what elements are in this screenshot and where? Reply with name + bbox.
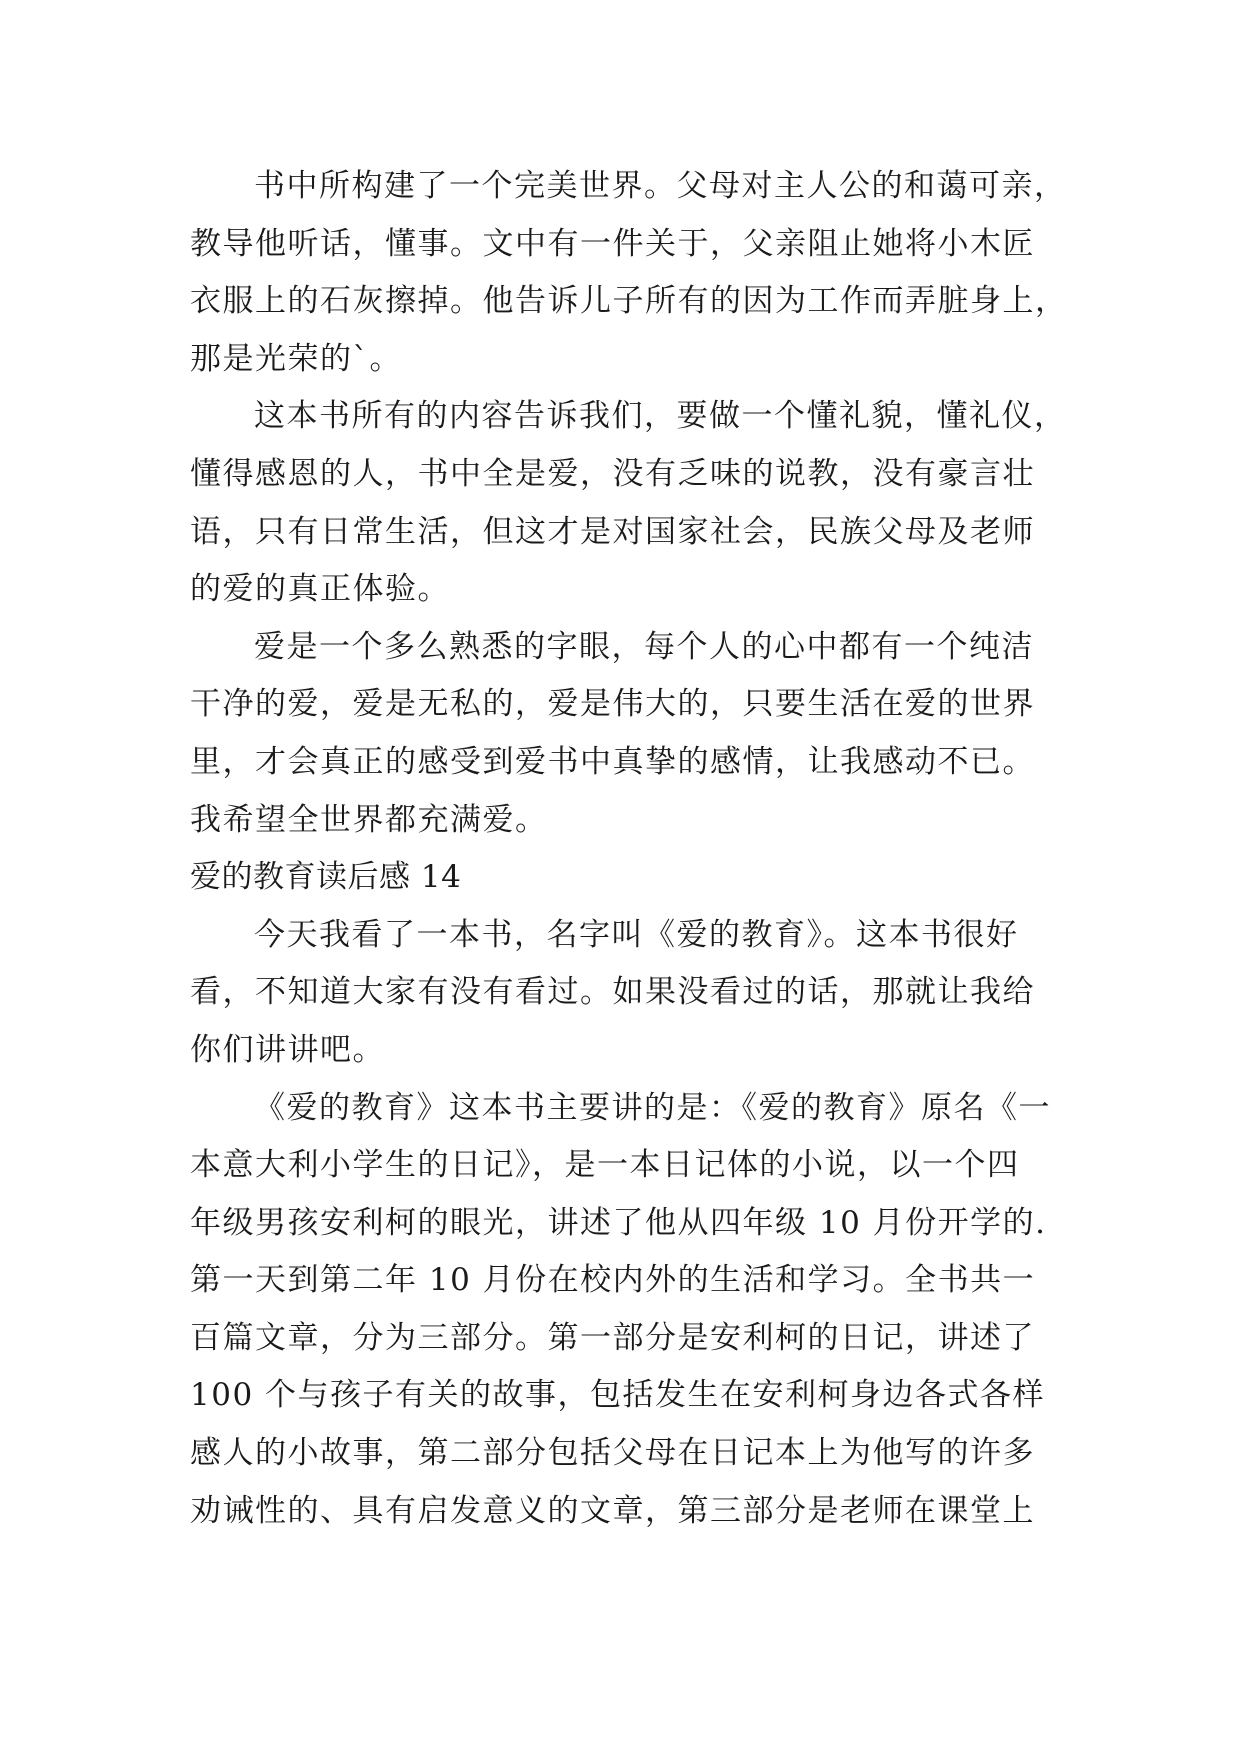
text-line: 语，只有日常生活，但这才是对国家社会，民族父母及老师 <box>190 513 1035 550</box>
text-line: 懂得感恩的人，书中全是爱，没有乏味的说教，没有豪言壮 <box>190 455 1035 492</box>
text-line: 100 个与孩子有关的故事，包括发生在安利柯身边各式各样 <box>190 1377 1046 1414</box>
text-line: 你们讲讲吧。 <box>190 1031 385 1068</box>
text-line: 今天我看了一本书，名字叫《爱的教育》。这本书很好 <box>254 916 1019 953</box>
text-line: 爱是一个多么熟悉的字眼，每个人的心中都有一个纯洁 <box>254 628 1034 665</box>
section-heading: 爱的教育读后感 14 <box>190 859 462 896</box>
text-line: 衣服上的石灰擦掉。他告诉儿子所有的因为工作而弄脏身上， <box>190 283 1068 320</box>
text-line: 看，不知道大家有没有看过。如果没看过的话，那就让我给 <box>190 974 1035 1011</box>
text-line: 年级男孩安利柯的眼光，讲述了他从四年级 10 月份开学的. <box>190 1204 1047 1241</box>
text-line: 干净的爱，爱是无私的，爱是伟大的，只要生活在爱的世界 <box>190 686 1035 723</box>
text-line: 第一天到第二年 10 月份在校内外的生活和学习。全书共一 <box>190 1262 1036 1299</box>
text-line: 里，才会真正的感受到爱书中真挚的感情，让我感动不已。 <box>190 743 1035 780</box>
text-line: 那是光荣的`。 <box>190 340 402 377</box>
document-body <box>190 158 1080 1540</box>
text-line: 感人的小故事，第二部分包括父母在日记本上为他写的许多 <box>190 1435 1035 1472</box>
text-line: 我希望全世界都充满爱。 <box>190 801 548 838</box>
text-line: 本意大利小学生的日记》，是一本日记体的小说，以一个四 <box>190 1147 1020 1184</box>
text-line: 这本书所有的内容告诉我们，要做一个懂礼貌，懂礼仪， <box>254 398 1067 435</box>
text-line: 劝诫性的、具有启发意义的文章，第三部分是老师在课堂上 <box>190 1492 1035 1529</box>
text-line: 《爱的教育》这本书主要讲的是：《爱的教育》原名《一 <box>254 1089 1051 1126</box>
text-line: 的爱的真正体验。 <box>190 571 450 608</box>
text-line: 百篇文章，分为三部分。第一部分是安利柯的日记，讲述了 <box>190 1319 1035 1356</box>
text-line: 教导他听话，懂事。文中有一件关于，父亲阻止她将小木匠 <box>190 225 1035 262</box>
text-line: 书中所构建了一个完美世界。父母对主人公的和蔼可亲， <box>254 168 1067 204</box>
